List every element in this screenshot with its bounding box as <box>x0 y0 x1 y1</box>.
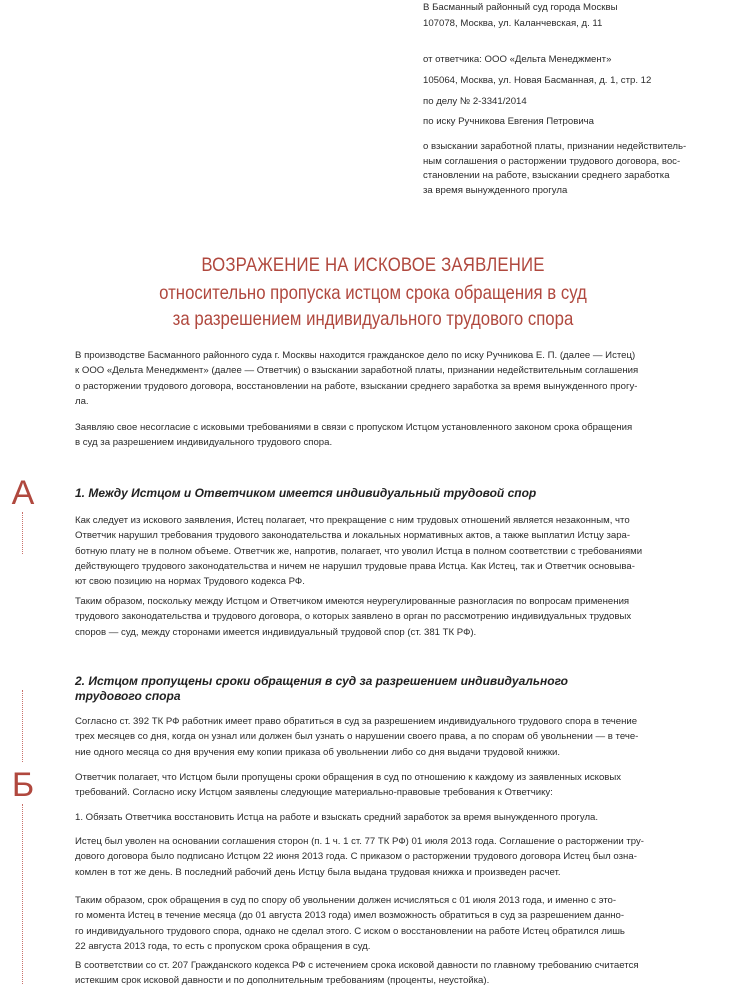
section-b-paragraph <box>75 834 725 880</box>
text-line: трех месяцев со дня, когда он узнал или должен был узнать о нарушении своего права, а по спорам об увольнении — в тече- <box>75 731 639 743</box>
section-divider-line <box>22 690 23 762</box>
text-line: го момента Истец в течение месяца (до 01 августа 2013 года) имел возможность обратиться в суд за разрешением данно- <box>75 910 625 922</box>
text-line: Согласно ст. 392 ТК РФ работник имеет право обратиться в суд за разрешением индивидуального трудового спора в течение <box>75 716 638 727</box>
heading-text: 2. Истцом пропущены сроки обращения в суд за разрешением индивидуального <box>75 674 569 688</box>
court-address <box>423 0 617 32</box>
document-title: ВОЗРАЖЕНИЕ НА ИСКОВОЕ ЗАЯВЛЕНИЕ <box>201 254 545 276</box>
text-line: к ООО «Дельта Менеджмент» (далее — Ответчик) о взыскании заработной платы, признании недействительным соглашения <box>75 365 639 377</box>
section-a-paragraph <box>75 594 725 640</box>
section-a-heading <box>75 486 536 501</box>
document-subtitle-1: относительно пропуска истцом срока обращения в суд <box>159 282 587 304</box>
text-line: 1. Обязать Ответчика восстановить Истца на работе и взыскать средний заработок за время вынужденного прогула. <box>75 812 599 823</box>
text-line: о расторжении трудового договора, восстановлении на работе, взыскании среднего заработка за время вынужденного прогу- <box>75 380 638 392</box>
defendant-street: 105064, Москва, ул. Новая Басманная, д. 1, стр. 12 <box>423 75 652 86</box>
subject-line: о взыскании заработной платы, признании недействитель- <box>423 141 687 152</box>
text-line: В соответствии со ст. 207 Гражданского кодекса РФ с истечением срока исковой давности по главному требованию считается <box>75 960 639 971</box>
section-divider-line <box>22 512 23 554</box>
text-line: ботную плату не в полном объеме. Ответчик же, напротив, полагает, что уволил Истца в полном соответствии с требованиями <box>75 545 643 557</box>
plaintiff-line <box>423 114 594 130</box>
text-line: споров — суд, между сторонами имеется индивидуальный трудовой спор (ст. 381 ТК РФ). <box>75 626 477 638</box>
subject-line: ным соглашения о расторжении трудового договора, вос- <box>423 155 681 167</box>
text-line: Истец был уволен на основании соглашения сторон (п. 1 ч. 1 ст. 77 ТК РФ) 01 июля 2013 года. Соглашение о расторжении тру- <box>75 836 644 847</box>
text-line: ние одного месяца со дня вручения ему копии приказа об увольнении либо со дня выдачи трудовой книжки. <box>75 746 561 758</box>
subject-line: становлении на работе, взыскании среднего заработка <box>423 170 670 181</box>
section-b-paragraph <box>75 770 725 801</box>
text-line: ла. <box>75 395 89 407</box>
heading-text: 1. Между Истцом и Ответчиком имеется индивидуальный трудовой спор <box>75 486 537 500</box>
section-b-heading <box>75 674 568 704</box>
text-line: Ответчик нарушил требования трудового законодательства и локальных нормативных актов, а также выплатил Истцу зара- <box>75 530 631 542</box>
text-line: го индивидуального трудового спора, однако не сделал этого. С иском о восстановлении на работе Истец обратился лишь <box>75 925 625 937</box>
defendant-name: от ответчика: ООО «Дельта Менеджмент» <box>423 54 612 65</box>
text-line: Таким образом, поскольку между Истцом и Ответчиком имеются неурегулированные разногласия по вопросам применения <box>75 596 630 607</box>
heading-text: трудового спора <box>75 689 181 703</box>
case-number: по делу № 2-3341/2014 <box>423 96 527 107</box>
text-line: Заявляю свое несогласие с исковыми требованиями в связи с пропуском Истцом установленного законом срока обращения <box>75 422 633 433</box>
document-subtitle-2: за разрешением индивидуального трудового спора <box>172 308 574 330</box>
objection-paragraph <box>75 420 725 451</box>
text-line: комлен в тот же день. В последний рабочий день Истцу была выдана трудовая книжка и произведен расчет. <box>75 866 561 878</box>
court-street: 107078, Москва, ул. Каланчевская, д. 11 <box>423 18 603 29</box>
intro-paragraph <box>75 348 725 409</box>
text-line: 22 августа 2013 года, то есть с пропуском срока обращения в суд. <box>75 940 371 952</box>
section-a-paragraph <box>75 513 725 589</box>
defendant-address <box>423 52 651 110</box>
claim-subject <box>423 140 686 198</box>
section-b-paragraph <box>75 958 725 989</box>
text-line: Ответчик полагает, что Истцом были пропущены сроки обращения в суд по отношению к каждому из заявленных исковых <box>75 772 622 783</box>
text-line: трудового законодательства и трудового договора, о которых заявлено в орган по рассмотрению индивидуальных трудовых <box>75 611 632 623</box>
plaintiff-name: по иску Ручникова Евгения Петровича <box>423 116 595 127</box>
text-line: требований. Согласно иску Истцом заявлены следующие материально-правовые требования к Ответчику: <box>75 787 553 799</box>
text-line: ют свою позицию на нормах Трудового кодекса РФ. <box>75 576 305 588</box>
claim-item <box>75 810 725 825</box>
text-line: в суд за разрешением индивидуального трудового спора. <box>75 437 333 449</box>
section-b-paragraph <box>75 714 725 760</box>
section-b-marker: Б <box>11 766 35 804</box>
subject-line: за время вынужденного прогула <box>423 184 568 196</box>
section-divider-line <box>22 804 23 984</box>
court-name: В Басманный районный суд города Москвы <box>423 2 618 13</box>
text-line: истекшим срок исковой давности и по дополнительным требованиям (проценты, неустойка). <box>75 975 490 987</box>
text-line: Как следует из искового заявления, Истец полагает, что прекращение с ним трудовых отношений является незаконным, что <box>75 515 630 526</box>
section-b-paragraph <box>75 893 725 954</box>
section-a-marker: А <box>11 474 35 512</box>
text-line: действующего трудового законодательства и ничем не нарушил трудовые права Истца. Как Истец, так и Ответчик основыва- <box>75 560 635 572</box>
text-line: дового договора было подписано Истцом 22 июня 2013 года. С приказом о расторжении трудового договора Истец был озна- <box>75 851 637 863</box>
text-line: В производстве Басманного районного суда г. Москвы находится гражданское дело по иску Ручникова Е. П. (далее — Истец) <box>75 350 636 361</box>
text-line: Таким образом, срок обращения в суд по спору об увольнении должен исчисляться с 01 июля 2013 года, и именно с это- <box>75 895 617 906</box>
